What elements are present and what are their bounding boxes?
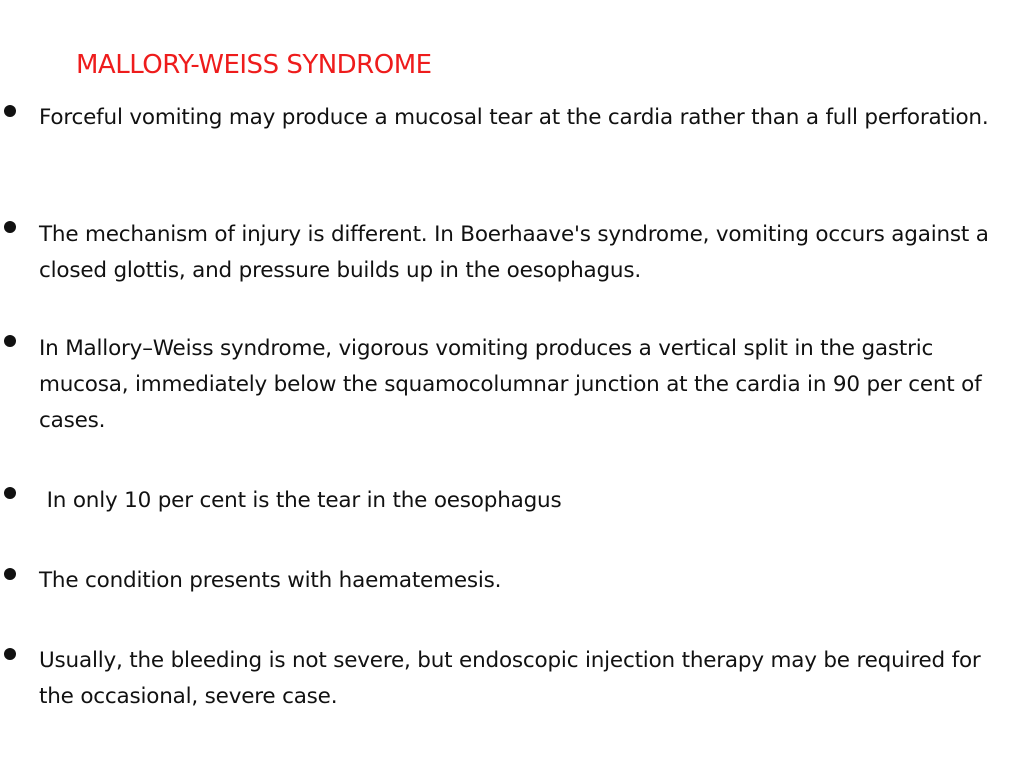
bullet-marker: [4, 335, 16, 347]
bullet-marker: [4, 568, 16, 580]
bullet-text-4: In only 10 per cent is the tear in the oesophagus: [40, 488, 562, 513]
bullet-text-3: In Mallory–Weiss syndrome, vigorous vomiting produces a vertical split in the gastric mucosa, immediately below the squamocolumnar junction at the cardia in 90 per cent of cases.: [39, 336, 982, 433]
bullet-marker: [4, 648, 16, 660]
bullet-text-1: Forceful vomiting may produce a mucosal tear at the cardia rather than a full perforation.: [39, 105, 989, 130]
bullet-marker: [4, 221, 16, 233]
bullet-text-5: The condition presents with haematemesis.: [39, 568, 502, 593]
bullet-marker: [4, 105, 16, 117]
bullet-text-6: Usually, the bleeding is not severe, but endoscopic injection therapy may be required for the occasional, severe case.: [39, 648, 981, 709]
bullet-text-2: The mechanism of injury is different. In Boerhaave's syndrome, vomiting occurs against a closed glottis, and pressure builds up in the oesophagus.: [39, 222, 989, 283]
bullet-marker: [4, 487, 16, 499]
slide-title: MALLORY-WEISS SYNDROME: [76, 50, 432, 80]
